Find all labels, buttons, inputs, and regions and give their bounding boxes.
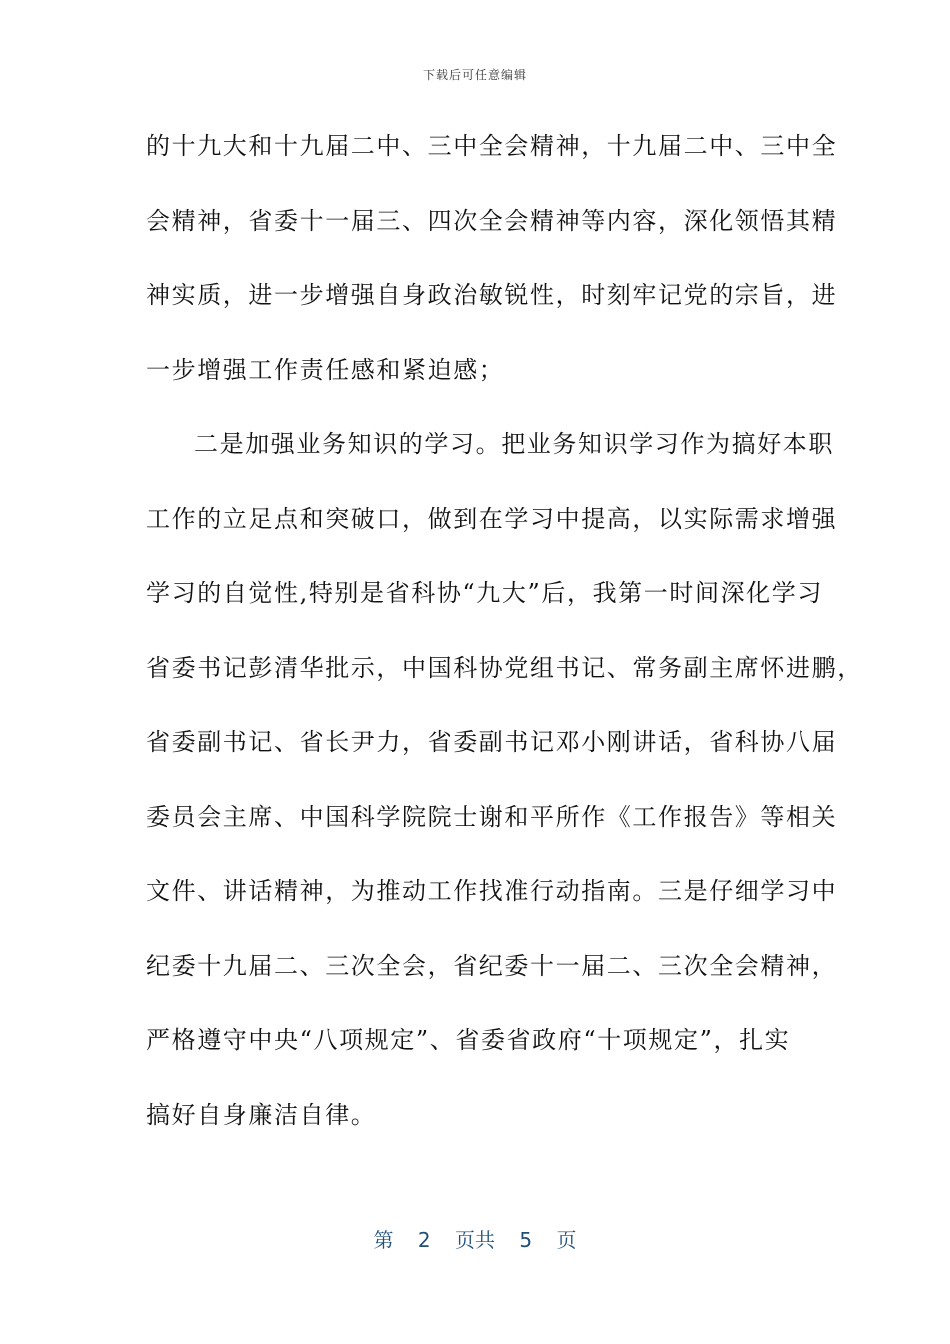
paragraph-2-line-5: 省委副书记、省长尹力，省委副书记邓小刚讲话，省科协八届 bbox=[146, 728, 838, 756]
footer-middle: 页共 bbox=[455, 1228, 495, 1252]
document-body bbox=[146, 118, 863, 1161]
paragraph-1-line-4: 一步增强工作责任感和紧迫感； bbox=[146, 355, 505, 384]
paragraph-2-line-7: 文件、讲话精神，为推动工作找准行动指南。三是仔细学习中 bbox=[146, 877, 838, 905]
paragraph-1-line-2: 会精神，省委十一届三、四次全会精神等内容，深化领悟其精 bbox=[146, 206, 838, 235]
paragraph-2-line-1: 二是加强业务知识的学习。把业务知识学习作为搞好本职 bbox=[194, 430, 834, 458]
footer-prefix: 第 bbox=[373, 1228, 394, 1252]
paragraph-1-line-1: 的十九大和十九届二中、三中全会精神，十九届二中、三中全 bbox=[146, 132, 838, 160]
paragraph-2-line-3: 学习的自觉性,特别是省科协“九大”后，我第一时间深化学习 bbox=[146, 579, 823, 607]
paragraph-2-line-9: 严格遵守中央“八项规定”、省委省政府“十项规定”，扎实 bbox=[146, 1026, 791, 1054]
paragraph-2-line-8: 纪委十九届二、三次全会，省纪委十一届二、三次全会精神， bbox=[146, 951, 838, 980]
paragraph-2-line-2: 工作的立足点和突破口，做到在学习中提高，以实际需求增强 bbox=[146, 504, 838, 533]
paragraph-2-line-6: 委员会主席、中国科学院院士谢和平所作《工作报告》等相关 bbox=[146, 802, 838, 831]
page-number-footer bbox=[0, 1224, 950, 1253]
paragraph-1-line-3: 神实质，进一步增强自身政治敏锐性，时刻牢记党的宗旨，进 bbox=[146, 281, 838, 309]
paragraph-2-line-10: 搞好自身廉洁自律。 bbox=[146, 1100, 377, 1129]
footer-current-page: 2 bbox=[417, 1228, 431, 1252]
footer-total-pages: 5 bbox=[519, 1228, 533, 1252]
paragraph-2-line-4: 省委书记彭清华批示，中国科协党组书记、常务副主席怀进鹏， bbox=[146, 653, 863, 682]
footer-suffix: 页 bbox=[556, 1228, 577, 1252]
page-header-note: 下载后可任意编辑 bbox=[422, 68, 527, 82]
